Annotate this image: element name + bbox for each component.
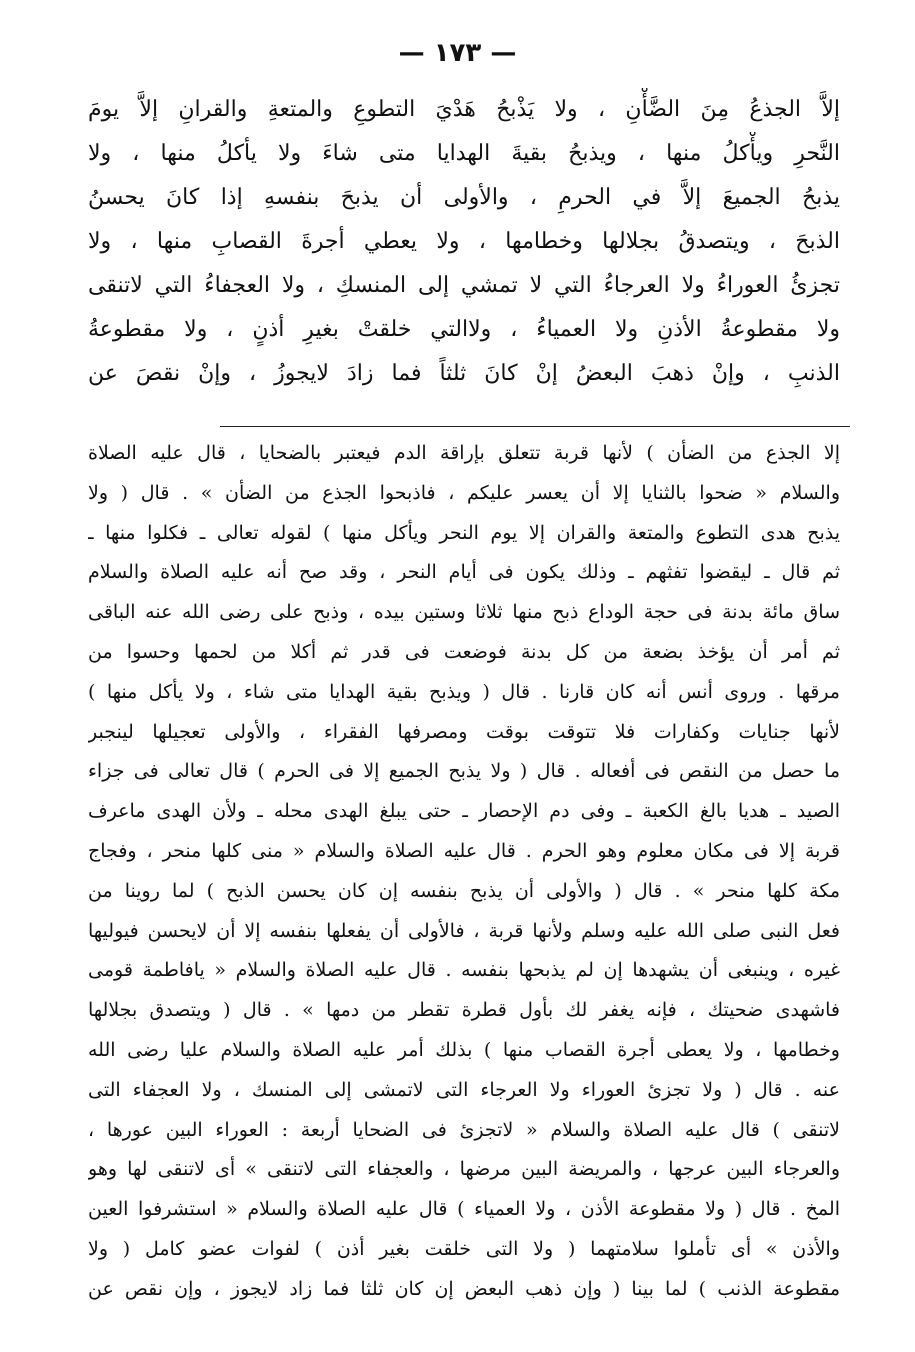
commentary-text-line: ساق مائة بدنة فى حجة الوداع ذبح منها ثلاثا وستين بيده ، وذبح على رضى الله عنه الباقى	[88, 601, 840, 624]
commentary-text-line: غيره ، وينبغى أن يشهدها إن لم يذبحها بنفسه . قال عليه الصلاة والسلام « يافاطمة قومى	[88, 959, 840, 982]
commentary-text-line: ما حصل من النقص فى أفعاله . قال ( ولا يذبح الجميع إلا فى الحرم ) قال تعالى فى جزاء	[88, 760, 840, 783]
main-text-line: تجزئُ العوراءُ ولا العرجاءُ التي لا تمشي إلى المنسكِ ، ولا العجفاءُ التي لاتنقى	[88, 273, 840, 298]
commentary-text-line: ثم أمر أن يؤخذ بضعة من كل بدنة فوضعت فى قدر ثم أكلا من لحمها وحسوا من	[88, 640, 840, 663]
main-text-block	[88, 88, 840, 396]
commentary-text-line: الصيد ـ هديا بالغ الكعبة ـ وفى دم الإحصار ـ حتى يبلغ الهدى محله ـ ولأن الهدى ماعرف	[88, 800, 840, 823]
commentary-text-line: عنه . قال ( ولا تجزئ العوراء ولا العرجاء التى لاتمشى إلى المنسك ، ولا العجفاء التى	[88, 1078, 840, 1101]
commentary-text-line: مقطوعة الذنب ) لما بينا ( وإن ذهب البعض إن كان ثلثا فما زاد لايجوز ، وإن نقص عن	[88, 1277, 840, 1300]
commentary-text-line: قربة إلا فى مكان معلوم وهو الحرم . قال عليه الصلاة والسلام « منى كلها منحر ، وفجاج	[88, 839, 840, 862]
main-text-line: يذبحُ الجميعَ إلاَّ في الحرمِ ، والأولى أن يذبحَ بنفسهِ إذا كانَ يحسنُ	[88, 185, 840, 210]
commentary-text-line: فعل النبى صلى الله عليه وسلم ولأنها قربة ، فالأولى أن يفعلها بنفسه إلا أن لايحسن فيوليها	[88, 919, 840, 942]
commentary-text-line: وخطامها ، ولا يعطى أجرة القصاب منها ) بذلك أمر عليه الصلاة والسلام عليا رضى الله	[88, 1038, 840, 1061]
main-text-line: النَّحرِ ويأْكلُ منها ، ويذبحُ بقيةَ الهدايا متى شاءَ ولا يأكلُ منها ، ولا	[88, 141, 840, 166]
main-text-line: ولا مقطوعةُ الأذنِ ولا العمياءُ ، ولاالتي خلقتْ بغيرِ أذنٍ ، ولا مقطوعةُ	[88, 317, 840, 342]
main-text-line: الذبحَ ، ويتصدقُ بجلالها وخطامها ، ولا يعطي أجرةَ القصابِ منها ، ولا	[88, 229, 840, 254]
commentary-text-line: إلا الجذع من الضأن ) لأنها قربة تتعلق بإراقة الدم فيعتبر بالضحايا ، قال عليه الصلاة	[88, 442, 840, 464]
commentary-text-line: فاشهدى ضحيتك ، فإنه يغفر لك بأول قطرة تقطر من دمها » . قال ( ويتصدق بجلالها	[88, 999, 840, 1022]
commentary-text-line: والسلام « ضحوا بالثنايا إلا أن يعسر عليكم ، فاذبحوا الجذع من الضأن » . قال ( ولا	[88, 481, 840, 504]
commentary-text-line: والأذن » أى تأملوا سلامتهما ( ولا التى خلقت بغير أذن ) لفوات عضو كامل ( ولا	[88, 1237, 840, 1260]
main-text-line: إلاَّ الجذعُ مِنَ الضَّأْنِ ، ولا يَذْبحُ هَدْيَ التطوعِ والمتعةِ والقرانِ إلاَّ يومَ	[88, 97, 840, 122]
commentary-text-line: المخ . قال ( ولا مقطوعة الأذن ، ولا العمياء ) قال عليه الصلاة والسلام « استشرفوا العين	[88, 1198, 840, 1221]
main-text-line: الذنبِ ، وإنْ ذهبَ البعضُ إنْ كانَ ثلثاً فما زادَ لايجوزُ ، وإنْ نقصَ عن	[88, 361, 840, 386]
commentary-text-line: والعرجاء البين عرجها ، والمريضة البين مرضها ، والعجفاء التى لاتنقى » أى لاتنقى لها وهو	[88, 1158, 840, 1181]
commentary-text-line: يذبح هدى التطوع والمتعة والقران إلا يوم النحر ويأكل منها ) لقوله تعالى ـ فكلوا منها ـ	[88, 521, 840, 544]
commentary-text-line: ثم قال ـ ليقضوا تفثهم ـ وذلك يكون فى أيام النحر ، وقد صح أنه عليه الصلاة والسلام	[88, 561, 840, 584]
commentary-text-block	[88, 434, 840, 1310]
commentary-text-line: مكة كلها منحر » . قال ( والأولى أن يذبح بنفسه إن كان يحسن الذبح ) لما روينا من	[88, 879, 840, 902]
text-divider-line	[220, 426, 850, 427]
commentary-text-line: لأنها جنايات وكفارات فلا تتوقت بوقت ومصرفها الفقراء ، والأولى تعجيلها لينجبر	[88, 720, 840, 743]
commentary-text-line: مرقها . وروى أنس أنه كان قارنا . قال ( ويذبح بقية الهدايا متى شاء ، ولا يأكل منها )	[88, 680, 840, 703]
commentary-text-line: لاتنقى ) قال عليه الصلاة والسلام « لاتجزئ فى الضحايا أربعة : العوراء البين عورها ،	[88, 1118, 840, 1141]
page-number: — ١٧٣ —	[398, 38, 517, 68]
